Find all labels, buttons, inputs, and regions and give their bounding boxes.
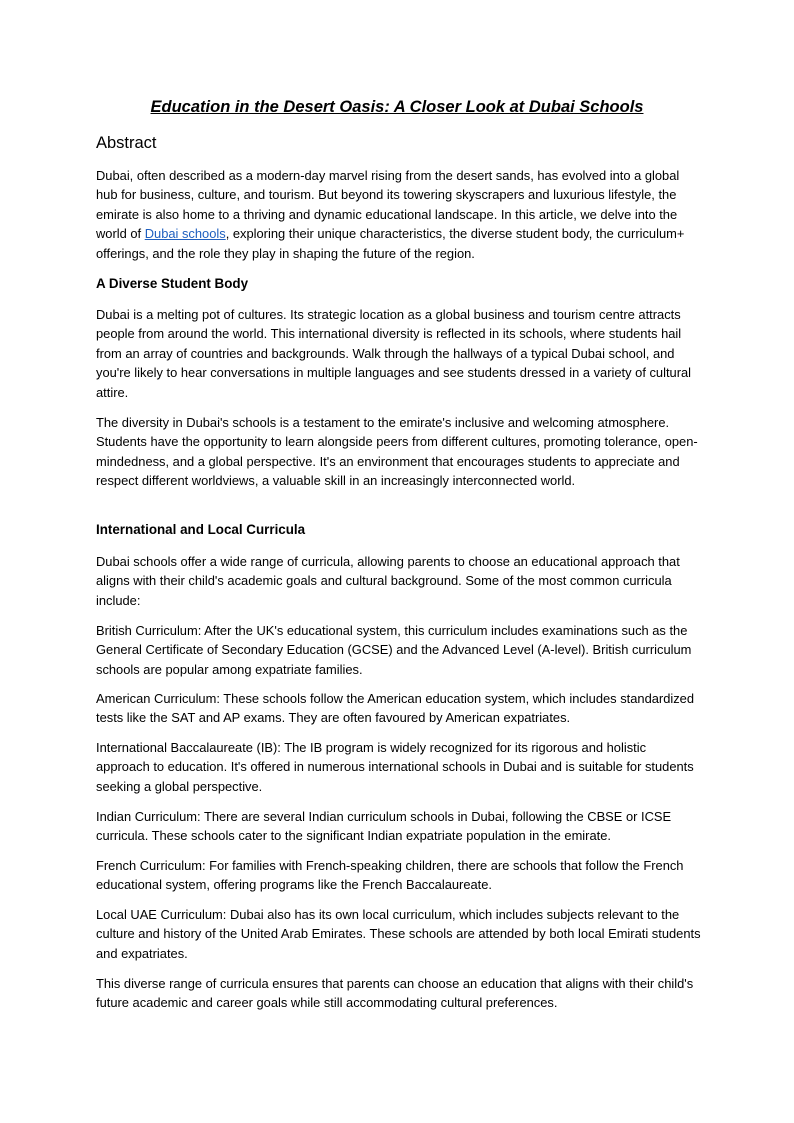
curricula-heading: International and Local Curricula <box>96 522 306 537</box>
abstract-text-after: , exploring their unique characteristics, the diverse student body, the curriculum+ offerings, and the role they play in shaping the future of the region. <box>96 226 685 261</box>
abstract-heading: Abstract <box>96 134 157 152</box>
french-curriculum-paragraph: French Curriculum: For families with French-speaking children, there are schools that follow the French educational system, offering programs like the French Baccalaureate. <box>96 858 684 893</box>
diverse-paragraph-1: Dubai is a melting pot of cultures. Its strategic location as a global business and tourism centre attracts people from around the world. This international diversity is reflected in its schools, where students hail from an array of countries and backgrounds. Walk through the hallways of a typical Dubai school, and you're likely to hear conversations in multiple languages and see students dressed in a variety of cultural attire. <box>96 307 692 400</box>
diverse-paragraph-2: The diversity in Dubai's schools is a testament to the emirate's inclusive and welcoming atmosphere. Students have the opportunity to learn alongside peers from different cultures, promoting tolerance, open-mindedness, and a global perspective. It's an environment that encourages students to appreciate and respect different worldviews, a valuable skill in an increasingly interconnected world. <box>96 415 698 489</box>
ib-curriculum-paragraph: International Baccalaureate (IB): The IB program is widely recognized for its rigorous and holistic approach to education. It's offered in numerous international schools in Dubai and is suitable for students seeking a global perspective. <box>96 740 694 794</box>
british-curriculum-paragraph: British Curriculum: After the UK's educational system, this curriculum includes examinations such as the General Certificate of Secondary Education (GCSE) and the Advanced Level (A-level). British curriculum schools are popular among expatriate families. <box>96 623 692 677</box>
abstract-text-before: Dubai, often described as a modern-day marvel rising from the desert sands, has evolved into a global hub for business, culture, and tourism. But beyond its towering skyscrapers and luxurious lifestyle, the emirate is also home to a thriving and dynamic educational landscape. In this article, we delve into the world of <box>96 168 680 242</box>
curricula-intro-paragraph: Dubai schools offer a wide range of curricula, allowing parents to choose an educational approach that aligns with their child's academic goals and cultural background. Some of the most common curricula include: <box>96 554 680 608</box>
dubai-schools-link[interactable]: Dubai schools <box>144 226 226 242</box>
document-title: Education in the Desert Oasis: A Closer Look at Dubai Schools <box>150 98 644 116</box>
abstract-paragraph <box>96 166 702 263</box>
indian-curriculum-paragraph: Indian Curriculum: There are several Indian curriculum schools in Dubai, following the CBSE or ICSE curricula. These schools cater to the significant Indian expatriate population in the emirate. <box>96 809 672 844</box>
diverse-student-body-heading: A Diverse Student Body <box>96 276 249 291</box>
closing-paragraph: This diverse range of curricula ensures that parents can choose an education that aligns with their child's future academic and career goals while still accommodating cultural preferences. <box>96 976 694 1011</box>
uae-curriculum-paragraph: Local UAE Curriculum: Dubai also has its own local curriculum, which includes subjects relevant to the culture and history of the United Arab Emirates. These schools are attended by both local Emirati students and expatriates. <box>96 907 701 961</box>
american-curriculum-paragraph: American Curriculum: These schools follow the American education system, which includes standardized tests like the SAT and AP exams. They are often favoured by American expatriates. <box>96 691 695 726</box>
